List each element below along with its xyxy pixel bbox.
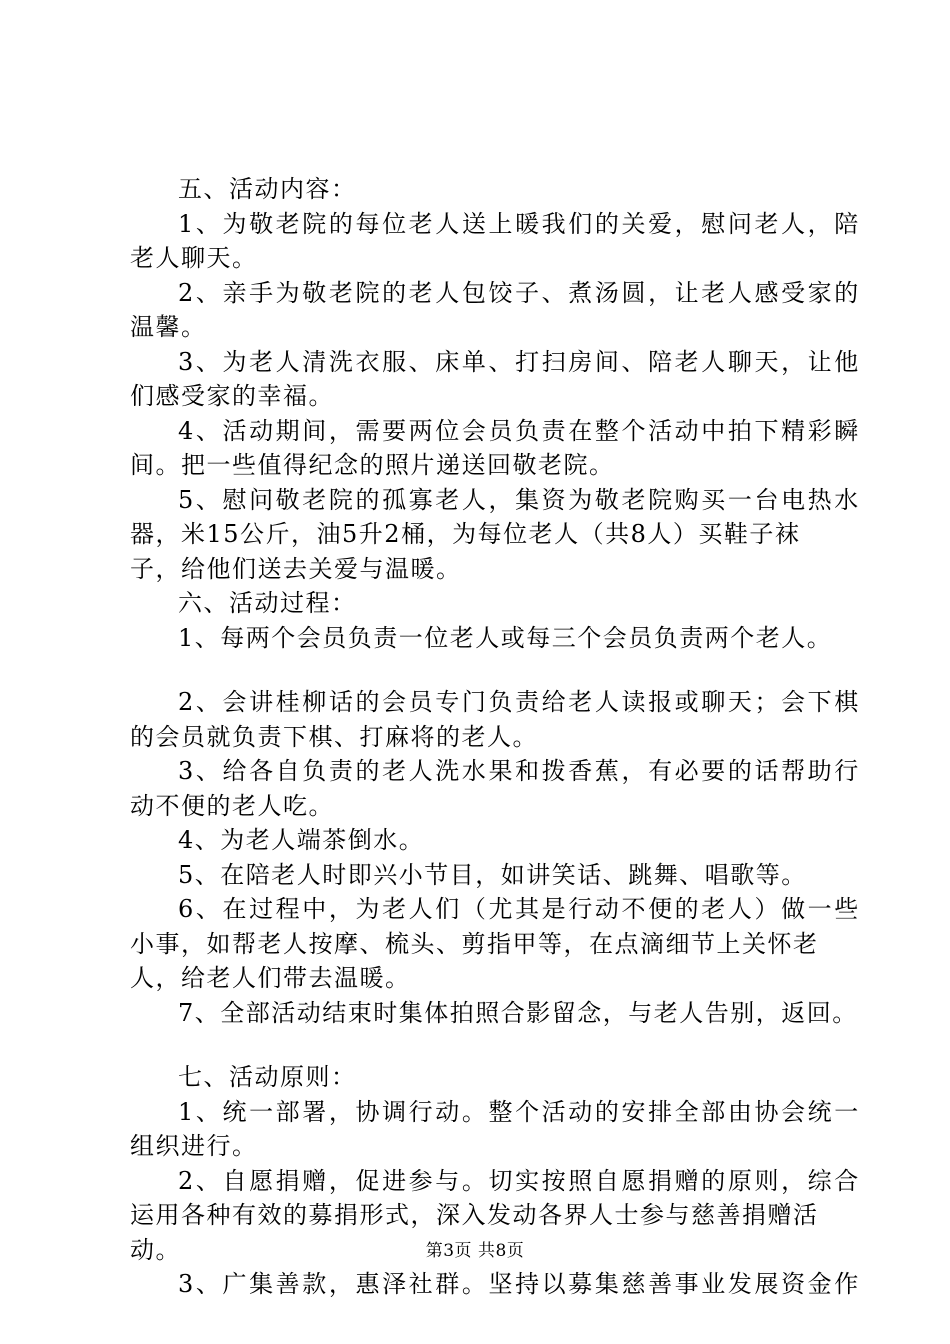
paragraph-line: 4、为老人端茶倒水。 bbox=[178, 826, 425, 854]
section-heading: 六、活动过程： bbox=[178, 589, 357, 617]
paragraph-line: 间。把一些值得纪念的照片递送回敬老院。 bbox=[130, 451, 615, 479]
blank-gap bbox=[130, 1030, 830, 1060]
paragraph-line: 子，给他们送去关爱与温暖。 bbox=[130, 554, 462, 583]
blank-gap bbox=[130, 655, 830, 685]
page-number-footer: 第3页 共8页 bbox=[425, 1241, 525, 1261]
paragraph-line: 们感受家的幸福。 bbox=[130, 382, 334, 410]
paragraph-line: 1、为敬老院的每位老人送上暖我们的关爱，慰问老人，陪 bbox=[178, 209, 861, 238]
paragraph-line: 2、自愿捐赠，促进参与。切实按照自愿捐赠的原则，综合 bbox=[178, 1166, 861, 1195]
paragraph-line: 组织进行。 bbox=[130, 1132, 258, 1160]
paragraph-line: 小事，如帮老人按摩、梳头、剪指甲等，在点滴细节上关怀老 bbox=[130, 929, 819, 958]
document-body bbox=[130, 172, 861, 1302]
paragraph-line: 器，米15公斤，油5升2桶，为每位老人（共8人）买鞋子袜 bbox=[130, 520, 801, 548]
section-heading: 七、活动原则： bbox=[178, 1063, 357, 1091]
paragraph-line: 3、广集善款，惠泽社群。坚持以募集慈善事业发展资金作 bbox=[178, 1270, 861, 1298]
paragraph-line: 2、会讲桂柳话的会员专门负责给老人读报或聊天；会下棋 bbox=[178, 688, 861, 716]
paragraph-line: 温馨。 bbox=[130, 313, 207, 341]
paragraph-line: 6、在过程中，为老人们（尤其是行动不便的老人）做一些 bbox=[178, 895, 861, 923]
paragraph-line: 动。 bbox=[130, 1235, 181, 1264]
paragraph-line: 2、亲手为敬老院的老人包饺子、煮汤圆，让老人感受家的 bbox=[178, 278, 861, 307]
paragraph-line: 3、为老人清洗衣服、床单、打扫房间、陪老人聊天，让他 bbox=[178, 347, 861, 376]
paragraph-line: 5、在陪老人时即兴小节目，如讲笑话、跳舞、唱歌等。 bbox=[178, 860, 807, 889]
paragraph-line: 5、慰问敬老院的孤寡老人，集资为敬老院购买一台电热水 bbox=[178, 485, 861, 514]
paragraph-line: 人，给老人们带去温暖。 bbox=[130, 964, 411, 992]
paragraph-line: 动不便的老人吃。 bbox=[130, 791, 334, 820]
paragraph-line: 运用各种有效的募捐形式，深入发动各界人士参与慈善捐赠活 bbox=[130, 1201, 819, 1229]
paragraph-line: 7、全部活动结束时集体拍照合影留念，与老人告别，返回。 bbox=[178, 998, 858, 1027]
paragraph-line: 1、统一部署，协调行动。整个活动的安排全部由协会统一 bbox=[178, 1097, 861, 1126]
paragraph-line: 老人聊天。 bbox=[130, 244, 258, 272]
paragraph-line: 4、活动期间，需要两位会员负责在整个活动中拍下精彩瞬 bbox=[178, 416, 861, 445]
paragraph-line: 1、每两个会员负责一位老人或每三个会员负责两个老人。 bbox=[178, 623, 833, 652]
paragraph-line: 3、给各自负责的老人洗水果和拨香蕉，有必要的话帮助行 bbox=[178, 757, 861, 785]
paragraph-line: 的会员就负责下棋、打麻将的老人。 bbox=[130, 722, 538, 751]
section-heading: 五、活动内容： bbox=[178, 175, 357, 203]
